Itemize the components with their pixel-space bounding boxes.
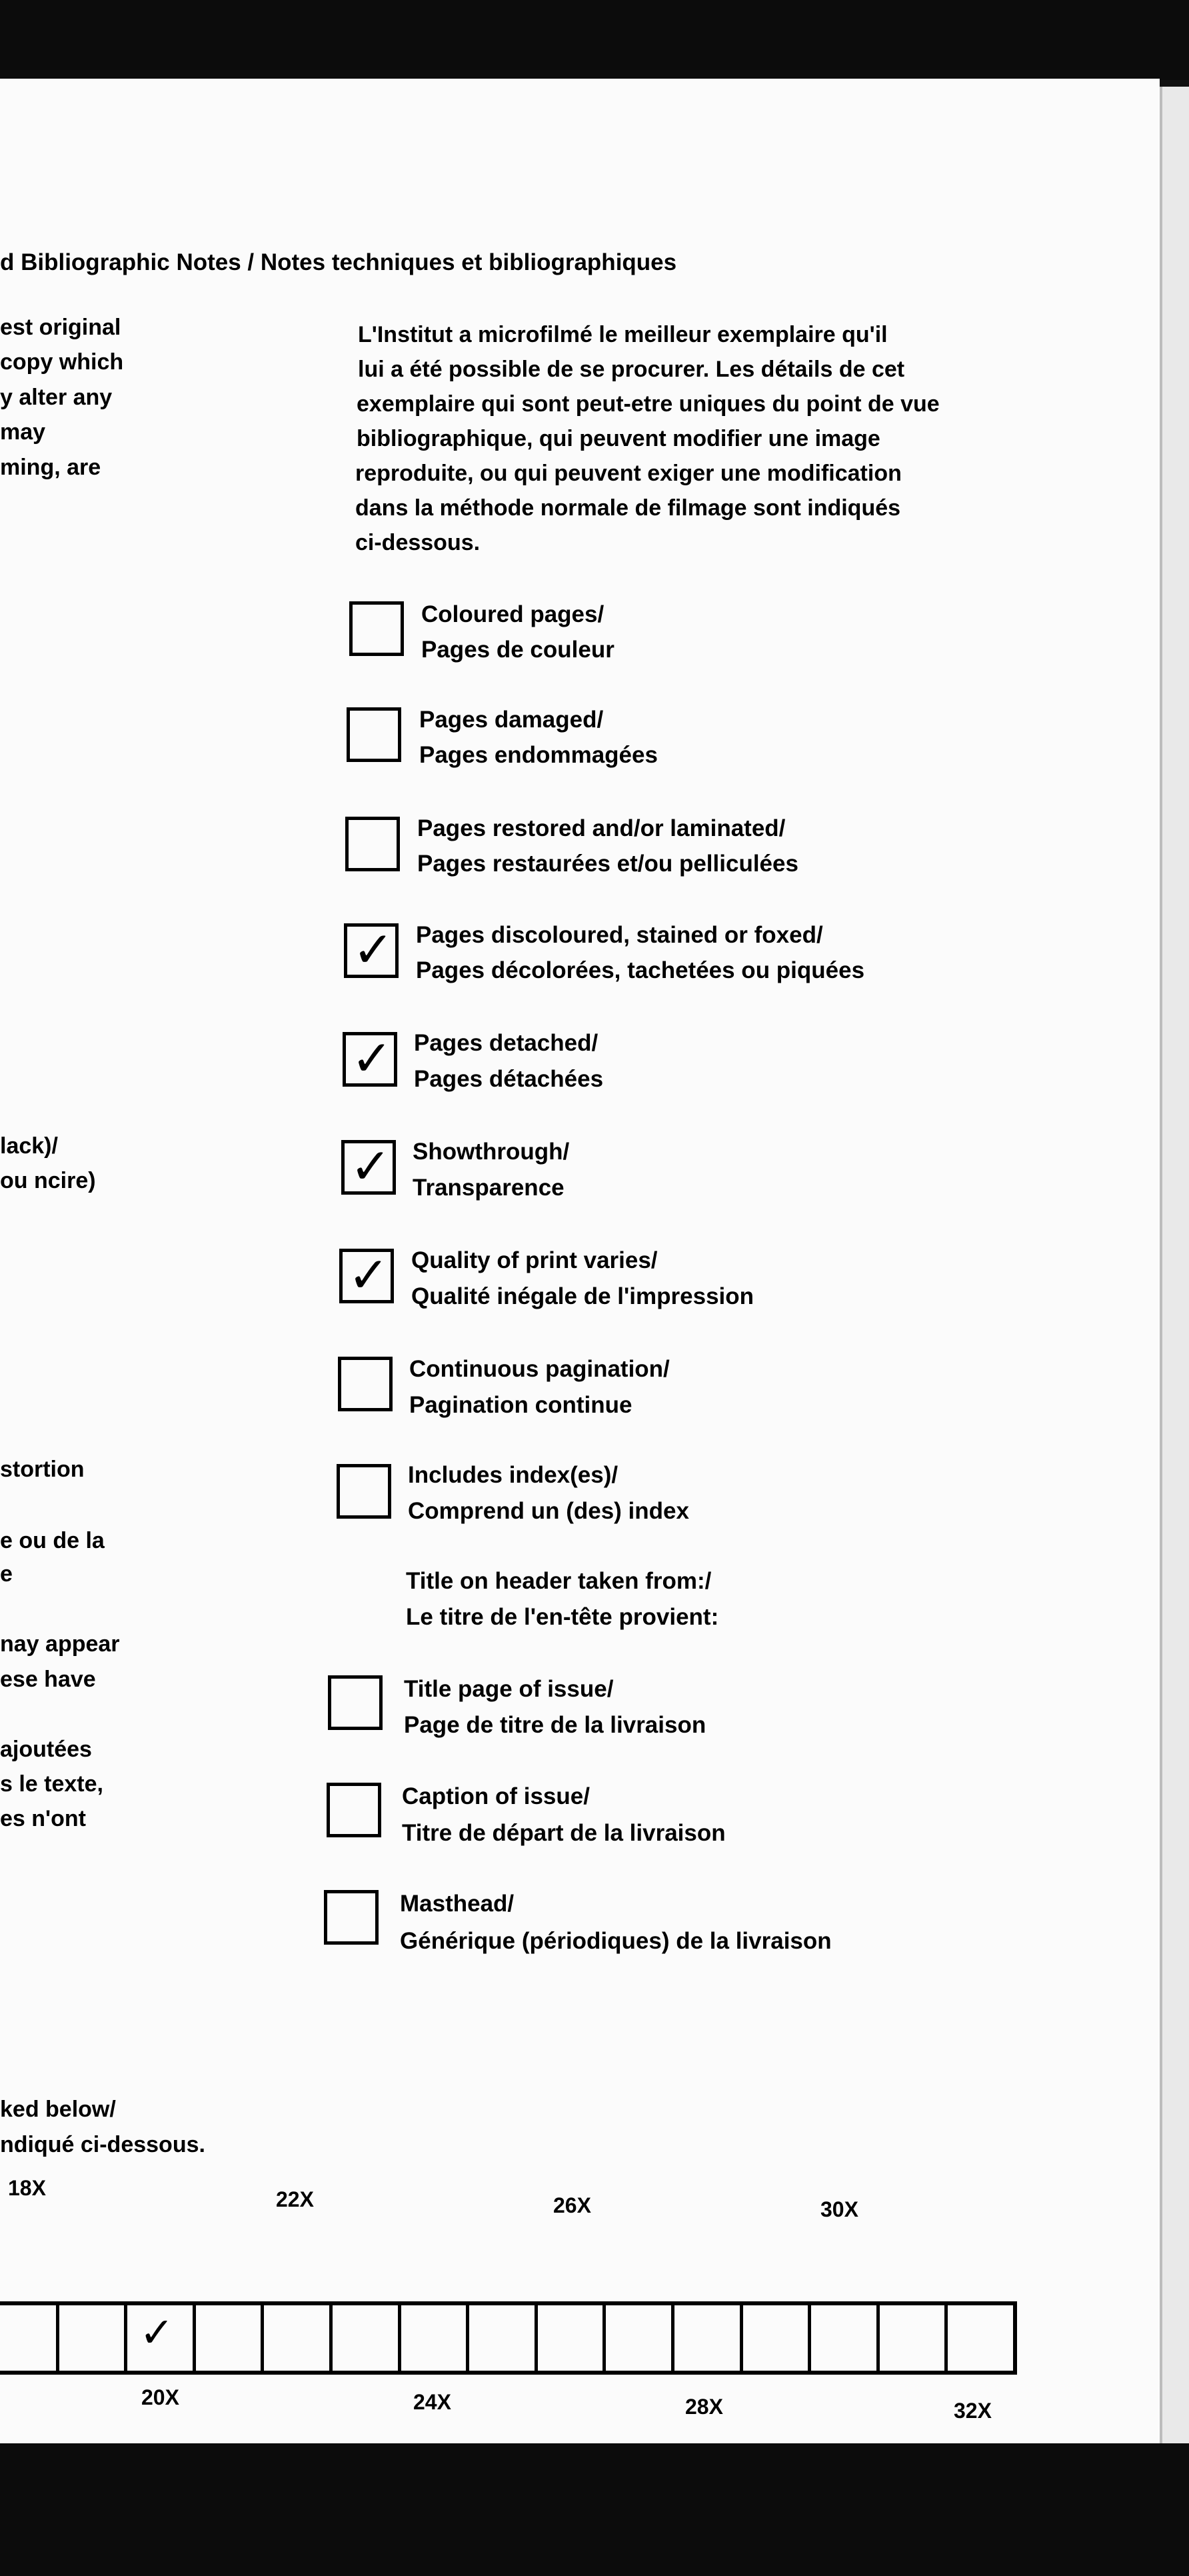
checkbox-title-page-of-issue[interactable] — [328, 1675, 383, 1730]
checkbox-label-en: Pages restored and/or laminated/ — [417, 815, 786, 841]
ratio-cell[interactable] — [469, 2305, 538, 2371]
intro-line: dans la méthode normale de filmage sont indiqués — [355, 495, 901, 521]
ratio-cell[interactable] — [264, 2305, 333, 2371]
ratio-cell[interactable] — [606, 2305, 674, 2371]
intro-line: lui a été possible de se procurer. Les détails de cet — [358, 357, 905, 382]
checkbox-label-en: Masthead/ — [400, 1891, 515, 1917]
checkbox-label-en: Coloured pages/ — [421, 601, 604, 627]
left-fragment: ou ncire) — [0, 1168, 96, 1193]
checkbox-label-en: Continuous pagination/ — [409, 1356, 670, 1382]
checkbox-label-fr: Titre de départ de la livraison — [402, 1820, 726, 1846]
checkbox-label-en: Pages discoloured, stained or foxed/ — [416, 922, 823, 948]
ratio-label-bottom: 20X — [141, 2385, 179, 2409]
checkbox-label-en: Caption of issue/ — [402, 1783, 590, 1809]
left-fragment: ese have — [0, 1667, 96, 1692]
checkbox-includes-index[interactable] — [337, 1464, 391, 1519]
ratio-label-bottom: 24X — [413, 2390, 451, 2414]
ratio-cell[interactable] — [538, 2305, 606, 2371]
ratio-cell[interactable] — [880, 2305, 948, 2371]
scan-border-bottom — [0, 2443, 1189, 2576]
ratio-cell[interactable] — [0, 2305, 59, 2371]
checkbox-label-en: Pages damaged/ — [419, 707, 604, 733]
left-fragment: s le texte, — [0, 1771, 103, 1797]
checkbox-label-en: Includes index(es)/ — [408, 1462, 618, 1488]
ratio-cell[interactable] — [674, 2305, 743, 2371]
left-fragment: es n'ont — [0, 1806, 86, 1831]
check-mark-icon: ✓ — [350, 1138, 392, 1195]
checkbox-label-fr: Pages de couleur — [421, 637, 614, 663]
left-fragment: y alter any — [0, 385, 113, 410]
checkbox-quality-of-print[interactable] — [339, 1249, 394, 1303]
ratio-label-top: 22X — [276, 2187, 314, 2211]
checkbox-label-fr: Pages endommagées — [419, 742, 658, 768]
left-fragment: e — [0, 1561, 13, 1587]
check-mark-icon: ✓ — [353, 921, 395, 979]
checkbox-label-fr: Générique (périodiques) de la livraison — [400, 1928, 832, 1954]
document-page — [0, 79, 1160, 2472]
ratio-label-top: 30X — [820, 2197, 858, 2221]
checkbox-label-fr: Pages restaurées et/ou pelliculées — [417, 851, 798, 877]
intro-line: L'Institut a microfilmé le meilleur exemplaire qu'il — [358, 322, 888, 347]
ratio-cell[interactable] — [743, 2305, 812, 2371]
header-title: d Bibliographic Notes / Notes techniques et bibliographiques — [0, 249, 677, 275]
title-header-label-en: Title on header taken from:/ — [406, 1568, 712, 1594]
ratio-cell[interactable] — [127, 2305, 196, 2371]
checkbox-pages-damaged[interactable] — [347, 707, 401, 762]
checkbox-coloured-pages[interactable] — [349, 601, 404, 656]
ratio-label-top: 18X — [8, 2176, 46, 2200]
checkbox-label-en: Showthrough/ — [413, 1139, 570, 1165]
ratio-label-bottom: 32X — [954, 2399, 992, 2423]
left-fragment: may — [0, 419, 46, 445]
checkbox-continuous-pagination[interactable] — [338, 1357, 393, 1411]
checkbox-pages-discoloured[interactable] — [344, 923, 399, 978]
left-fragment: est original — [0, 315, 121, 340]
ratio-cell[interactable] — [948, 2305, 1013, 2371]
checkbox-label-fr: Comprend un (des) index — [408, 1498, 689, 1524]
ratio-cell[interactable] — [401, 2305, 470, 2371]
checkbox-pages-detached[interactable] — [343, 1032, 397, 1087]
left-fragment: copy which — [0, 349, 124, 375]
left-fragment: ajoutées — [0, 1737, 92, 1762]
ratio-cell[interactable] — [59, 2305, 128, 2371]
left-fragment: ked below/ — [0, 2097, 116, 2122]
scan-border-top — [0, 0, 1189, 80]
checkbox-masthead[interactable] — [324, 1890, 379, 1945]
check-mark-icon: ✓ — [348, 1247, 390, 1304]
intro-line: exemplaire qui sont peut-etre uniques du point de vue — [357, 391, 940, 417]
intro-line: bibliographique, qui peuvent modifier une image — [357, 426, 880, 451]
checkbox-label-fr: Pages détachées — [414, 1066, 604, 1092]
checkbox-label-en: Pages detached/ — [414, 1030, 598, 1056]
checkbox-caption-of-issue[interactable] — [327, 1783, 381, 1837]
ratio-cell-strip — [0, 2301, 1017, 2375]
checkbox-label-en: Quality of print varies/ — [411, 1247, 658, 1273]
intro-line: reproduite, ou qui peuvent exiger une modification — [355, 461, 902, 486]
checkbox-label-fr: Qualité inégale de l'impression — [411, 1283, 754, 1309]
ratio-cell[interactable] — [196, 2305, 265, 2371]
check-mark-icon: ✓ — [139, 2308, 175, 2357]
left-fragment: e ou de la — [0, 1528, 105, 1553]
ratio-cell[interactable] — [811, 2305, 880, 2371]
left-fragment: nay appear — [0, 1631, 120, 1657]
checkbox-label-fr: Transparence — [413, 1175, 565, 1201]
checkbox-label-en: Title page of issue/ — [404, 1676, 614, 1702]
checkbox-showthrough[interactable] — [341, 1140, 396, 1195]
left-fragment: lack)/ — [0, 1133, 58, 1159]
ratio-label-top: 26X — [553, 2193, 591, 2217]
left-fragment: ming, are — [0, 455, 101, 480]
intro-line: ci-dessous. — [355, 530, 481, 555]
ratio-label-bottom: 28X — [685, 2395, 723, 2419]
left-fragment: stortion — [0, 1457, 85, 1482]
check-mark-icon: ✓ — [351, 1030, 393, 1087]
checkbox-label-fr: Pages décolorées, tachetées ou piquées — [416, 957, 865, 983]
title-header-label-fr: Le titre de l'en-tête provient: — [406, 1604, 719, 1630]
ratio-cell[interactable] — [333, 2305, 401, 2371]
checkbox-label-fr: Pagination continue — [409, 1392, 632, 1418]
page-edge — [1160, 87, 1189, 2460]
checkbox-pages-restored[interactable] — [345, 817, 400, 871]
left-fragment: ndiqué ci-dessous. — [0, 2132, 205, 2157]
checkbox-label-fr: Page de titre de la livraison — [404, 1712, 706, 1738]
